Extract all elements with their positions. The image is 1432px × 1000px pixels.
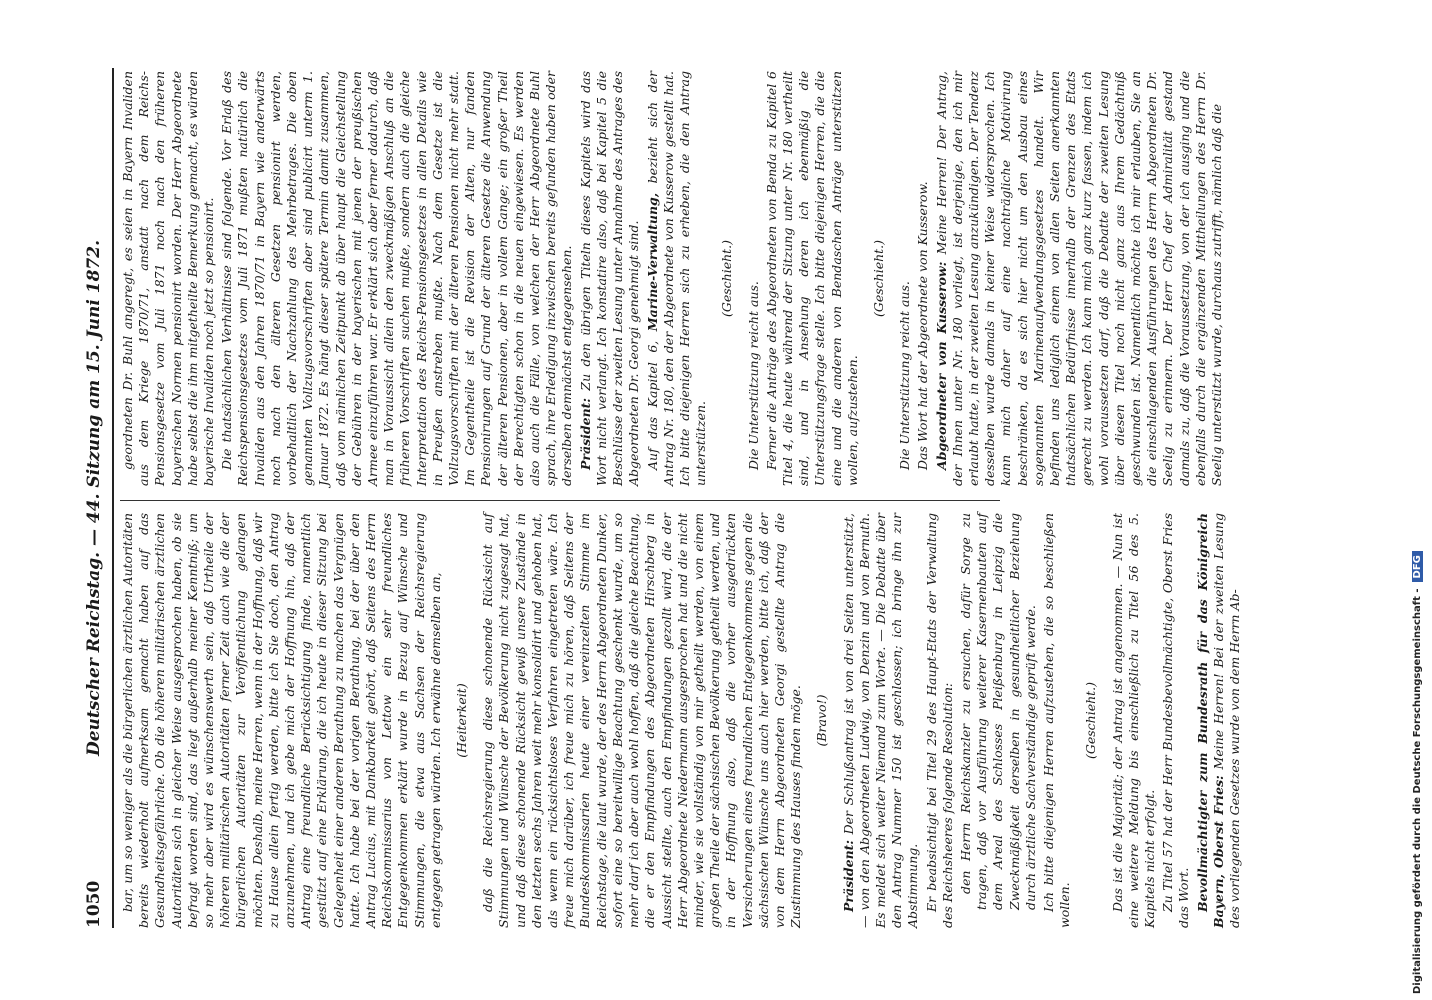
paragraph: bar, um so weniger als die bürgerlichen ärztlichen Autoritäten bereits wiederholt aufmerksam gemacht haben auf das Gesundheitsgefährliche. Ob die höheren militärischen ärztlichen Autoritäten sich in gleicher Weise ausgesprochen haben, ob sie befragt worden sind, das liegt außerhalb meiner Kenntniß; um so mehr aber wird es wünschenswerth sein, daß Urtheile der höheren militärischen Autoritäten ferner Zeit auch wie die der bürgerlichen Autoritäten zur Veröffentlichung gelangen möchten. Deshalb, meine Herren, wenn in der Hoffnung, daß wir zu Hause allein fertig werden, bitte ich Sie doch, den Antrag anzunehmen, und ich gebe mich der Hoffnung hin, daß der Antrag eine freundliche Berücksichtigung finde, namentlich gestützt auf eine Erklärung, die ich heute in dieser Sitzung bei Gelegenheit einer anderen Berathung zu machen das Vergnügen hatte. Ich habe bei der vorigen Berathung, bei der über den Antrag Lucius, mit Dankbarkeit gehört, daß Seitens des Herrn Reichskommissarius von Lettow ein sehr freundliches Entgegenkommen erklärt wurde in Bezug auf Wünsche und Stimmungen, die etwa aus Sachsen der Reichsregierung entgegen getragen würden. Ich erwähne demselben an, — [120, 513, 443, 928]
column-divider — [120, 500, 1000, 501]
paragraph: Ferner die Anträge des Abgeordneten von Benda zu Kapitel 6 Titel 4, die heute während der Sitzung unter Nr. 180 vertheilt sind, und in Ansehung deren ich ebenmäßig die Unterstützungsfrage stelle. Ich bitte diejenigen Herren, die die eine und die anderen von Bendaschen Anträge unterstützen wollen, aufzustehen. — [763, 71, 860, 486]
speaker-label: Präsident: — [840, 839, 856, 912]
page-title: Deutscher Reichstag. — 44. Sitzung am 15. Juni 1872. — [84, 240, 104, 756]
speech-text: Zu den übrigen Titeln dieses Kapitels wird das Wort nicht verlangt. Ich konstatire also, daß bei Kapitel 5 die Beschlüsse der zweiten Lesung unter Annahme des Antrages des Abgeordneten Dr. Georgi genehmigt sind. — [577, 71, 642, 486]
paragraph: daß die Reichsregierung diese schonende Rücksicht auf Stimmungen und Wünsche der Bevölkerung nicht zugesagt hat, und daß diese schonende Rücksicht gewiß unsere Zustände in den letzten sechs Jahren weit mehr konsolidirt und gehoben hat, als wenn ein rücksichtsloses Verfahren eingetreten wäre. Ich freue mich darüber, ich freue mich zu hören, daß Seitens der Bundeskommissarien heute einer vereinzelten Stimme im Reichstage, die laut wurde, der des Herrn Abgeordneten Dunker, sofort eine so bereitwillige Beachtung geschenkt wurde, um so mehr darf ich aber auch wohl hoffen, daß die gleiche Beachtung, die er den Empfindungen des Abgeordneten Hirschberg in Aussicht stellte, auch den Empfindungen gezollt wird, die der Herr Abgeordnete Niedermann ausgesprochen hat und die nicht minder, wie sie vollständig von mir getheilt werden, von einem großen Theile der sächsischen Bevölkerung getheilt werden, und in der Hoffnung also, daß die vorher ausgedrückten Versicherungen eines freundlichen Entgegenkommens gegen die sächsischen Wünsche uns auch hier werden, bitte ich, daß der von dem Herrn Abgeordneten Georgi gestellte Antrag die Zustimmung des Hauses finden möge. — [480, 513, 804, 928]
paragraph — [1195, 513, 1244, 928]
column-right — [120, 71, 1224, 486]
digitization-stamp — [1412, 4, 1428, 994]
paragraph: Das ist die Majorität; der Antrag ist angenommen. — Nun ist eine weitere Meldung bis einschließlich zu Titel 56 des 5. Kapitels nicht erfolgt. — [1109, 513, 1157, 928]
stamp-text: Digitalisierung gefördert durch die Deutsche Forschungsgemeinschaft - — [1412, 588, 1423, 994]
paragraph: Die thatsächlichen Verhältnisse sind folgende. Vor Erlaß des Reichspensionsgesetzes vom Juli 1871 mußten natürlich die Invaliden aus den Jahren 1870/71 in Bayern wie anderwärts noch nach den älteren Gesetzen pensionirt werden, vorbehaltlich der Nachzahlung des Mehrbetrages. Die oben genannten Vollzugsvorschriften aber sind publicirt unterm 1. Januar 1872. Es hängt dieser spätere Termin damit zusammen, daß vom nämlichen Zeitpunkt ab über haupt die Gleichstellung der Gebühren in der bayerischen mit jenen der preußischen Armee einzuführen war. Er erklärt sich aber ferner dadurch, daß man in Voraussicht allein den zweckmäßigen Anschluß an die früheren Vorschriften suchen mußte, sondern auch die gleiche Interpretation des Reichs-Pensionsgesetzes in allen Details wie in Preußen anstreben mußte. Nach dem Gesetze ist die Vollzugsvorschriften mit der älteren Pensionen nicht mehr statt. Im Gegentheile ist die Revision der Alten, nur fanden Pensionirungen auf Grund der älteren Gesetze die Anwendung der älteren Pensionen, aber in vollem Gange; ein großer Theil der Berechtigten schon in die neuen eingewiesen. Es werden also auch die Fälle, von welchen der Herr Abgeordnete Buhl sprach, ihre Erledigung inzwischen bereits gefunden haben oder derselben demnächst entgegensehen. — [219, 71, 575, 486]
speaker-label: Abgeordneter von Kusserow: — [933, 261, 949, 470]
paragraph: Ich bitte diejenigen Herren aufzustehen, die so beschließen wollen. — [1040, 513, 1073, 928]
paragraph: Er beabsichtigt bei Titel 29 des Haupt-Etats der Verwaltung des Reichsheeres folgende Resolution: — [923, 513, 955, 928]
paragraph: Die Unterstützung reicht aus. — [745, 281, 761, 470]
column-left — [120, 513, 1242, 928]
speech-text: Meine Herren! Bei der zweiten Lesung des vorliegenden Gesetzes wurde von dem Herrn Ab- — [1210, 513, 1242, 928]
speech-text: Der Schlußantrag ist von drei Seiten unterstützt, — von den Abgeordneten Ludwig, von Denzin und von Bernuth. Es meldet sich weiter Niemand zum Worte. — Die Debatte über den Antrag Nummer 150 ist geschlossen; ich bringe ihn zur Abstimmung. — [840, 513, 921, 928]
dfg-logo: DFG — [1412, 551, 1423, 582]
paragraph — [841, 513, 922, 928]
text-fragment: bezieht sich der Antrag Nr. 180, den der Abgeordnete von Kusserow gestellt hat. Ich bitte diejenigen Herren sich zu erheben, die den Antrag unterstützen. — [644, 71, 709, 486]
interjection: (Heiterkeit) — [454, 683, 470, 758]
interjection: (Geschieht.) — [1083, 681, 1099, 760]
speech-text: Meine Herren! Der Antrag, der Ihnen unter Nr. 180 vorliegt, ist derjenige, den ich mir erlaubt hatte, in der zweiten Lesung anzukündigen. Der Tendenz desselben wurde damals in keiner Weise widersprochen. Ich kann mich daher auf eine nachträgliche Motivirung beschränken, da es sich hier nicht um den Ausbau eines sogenannten Marinenaufwendungsgesetzes handelt. Wir befinden uns lediglich einem von allen Seiten anerkannten thatsächlichen Bedürfnisse innerhalb der Grenzen des Etats gerecht zu werden. Ich kann mich ganz kurz fassen, indem ich wohl voraussetzen darf, daß die Debatte der zweiten Lesung über diesen Titel noch nicht ganz aus Ihrem Gedächtniß geschwunden ist. Namentlich möchte ich mir erlauben, Sie an die einschlagenden Ausführungen des Herrn Abgeordneten Dr. Seelig zu erinnern. Der Herr Chef der Admiralität gestand damals zu, daß die Voraussetzung, von der ich ausging und die ebenfalls durch die ergänzenden Mittheilungen des Herrn Dr. Seelig unterstützt wurde, durchaus zutrifft, nämlich daß die — [933, 71, 1224, 486]
interjection: (Geschieht.) — [870, 239, 886, 318]
page-number: 1050 — [84, 880, 104, 928]
speaker-label: Bevollmächtigter zum Bundesrath für das Königreich Bayern, Oberst Fries: — [1194, 513, 1226, 928]
interjection: (Geschieht.) — [719, 239, 735, 318]
paragraph: geordneten Dr. Buhl angeregt, es seien in Bayern Invaliden aus dem Kriege 1870/71, anstatt nach dem Reichs-Pensionsgesetze vom Juli 1871 noch nach den früheren bayerischen Normen pensionirt worden. Der Herr Abgeordnete habe selbst die ihm mitgetheilte Bemerkung gemacht, es würden bayerische Invaliden noch jetzt so pensionirt. — [120, 71, 217, 486]
interjection: (Bravo!) — [814, 694, 830, 747]
rotated-page — [80, 58, 1405, 938]
paragraph: Das Wort hat der Abgeordnete von Kusserow. — [915, 181, 931, 470]
section-name: Marine-Verwaltung, — [644, 192, 660, 332]
paragraph — [578, 71, 643, 486]
speaker-label: Präsident: — [577, 397, 593, 470]
text-fragment: Auf das Kapitel 6, — [644, 340, 660, 470]
page-header — [80, 68, 114, 928]
paragraph: Zu Titel 57 hat der Herr Bundesbevollmächtigte, Oberst Fries das Wort. — [1160, 513, 1192, 928]
paragraph — [934, 71, 1226, 486]
paragraph: Die Unterstützung reicht aus. — [897, 281, 913, 470]
paragraph — [645, 71, 710, 486]
resolution-text: den Herrn Reichskanzler zu ersuchen, dafür Sorge zu tragen, daß vor Ausführung weiterer Kasernenbauten auf dem Areal des Schlosses Pleißenburg in Leipzig die Zweckmäßigkeit derselben in gesundheitlicher Beziehung durch ärztliche Sachverständige geprüft werde. — [957, 513, 1038, 910]
